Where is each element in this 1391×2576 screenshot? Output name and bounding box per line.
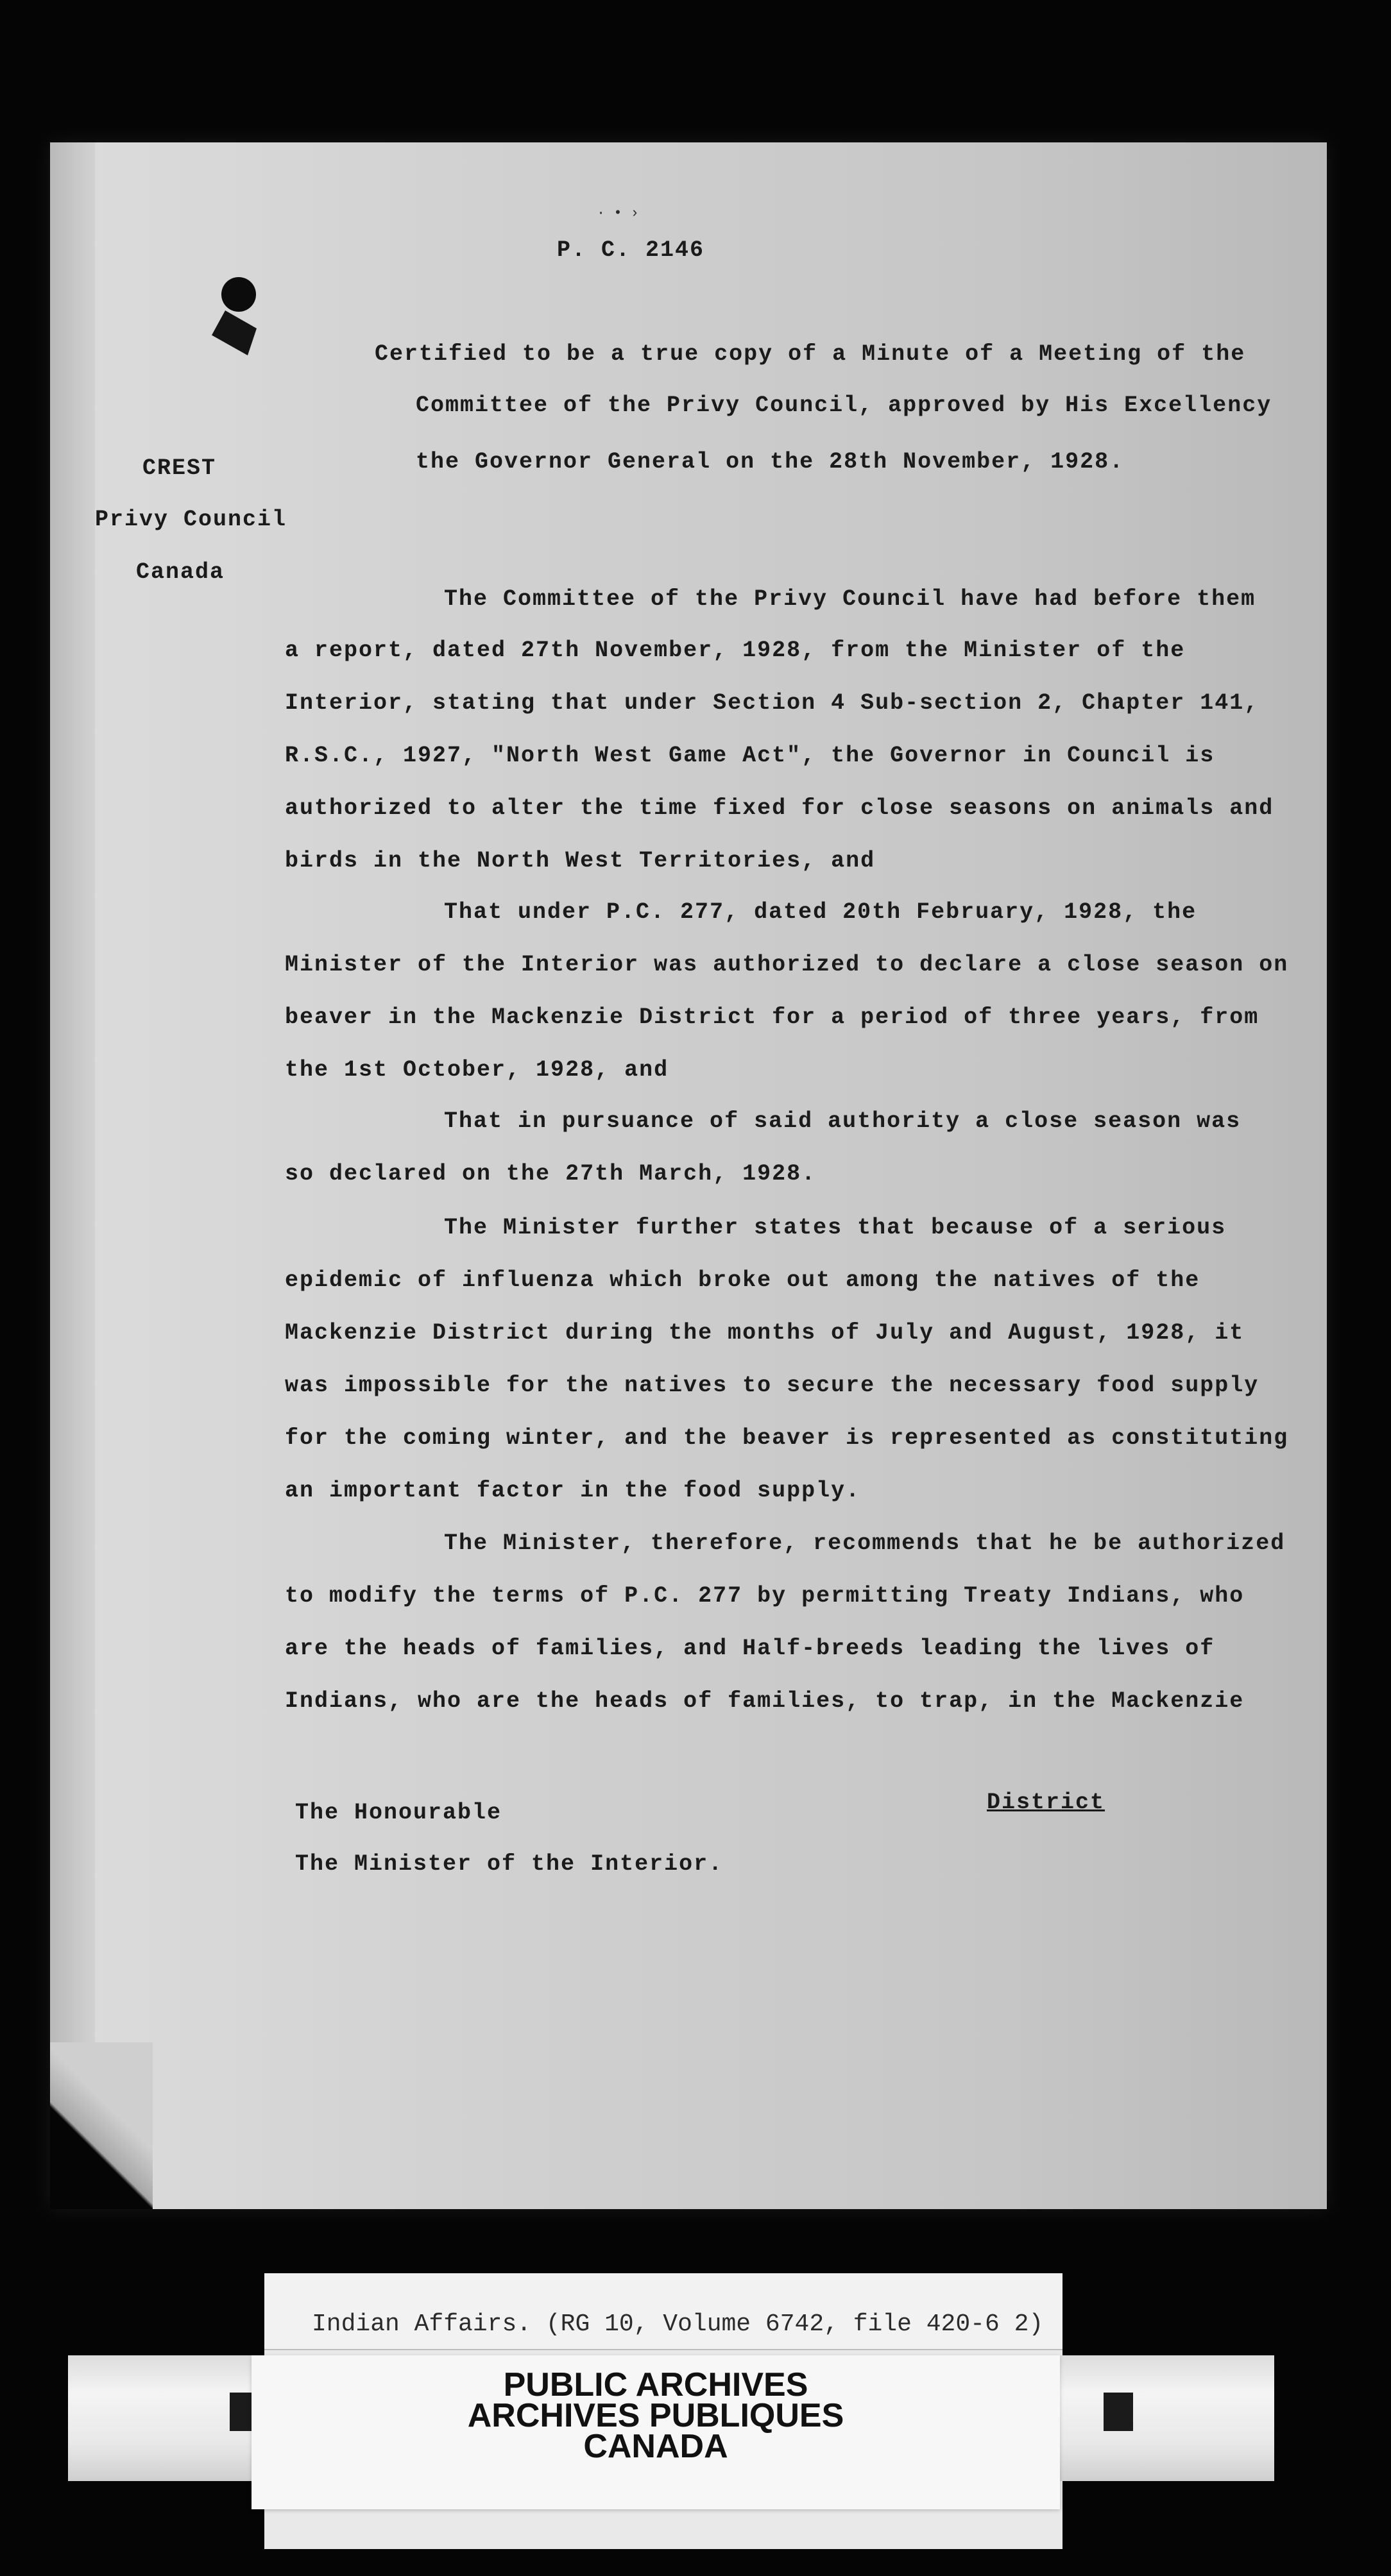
body-line: R.S.C., 1927, "North West Game Act", the Governor in Council is — [285, 743, 1215, 768]
margin-label-privy-council: Privy Council — [95, 507, 287, 532]
body-line: The Minister further states that because of a serious — [444, 1215, 1227, 1241]
margin-label-crest: CREST — [142, 455, 217, 481]
body-line: are the heads of families, and Half-breeds leading the lives of — [285, 1636, 1215, 1661]
ink-specks: · • › — [597, 205, 640, 221]
addressee-line-1: The Honourable — [295, 1800, 502, 1826]
body-line: for the coming winter, and the beaver is represented as constituting — [285, 1425, 1289, 1451]
certified-line-2: Committee of the Privy Council, approved by His Excellency — [416, 393, 1272, 418]
archive-line-archives-publiques: ARCHIVES PUBLIQUES — [467, 2397, 844, 2434]
body-line: Indians, who are the heads of families, to trap, in the Mackenzie — [285, 1688, 1245, 1714]
body-line: to modify the terms of P.C. 277 by permitting Treaty Indians, who — [285, 1583, 1245, 1609]
archive-line-public-archives: PUBLIC ARCHIVES — [503, 2366, 808, 2403]
body-line: Minister of the Interior was authorized to declare a close season on — [285, 952, 1289, 978]
body-line: That in pursuance of said authority a close season was — [444, 1108, 1242, 1134]
archive-reference: Indian Affairs. (RG 10, Volume 6742, file 420-6 2) — [312, 2310, 1044, 2338]
body-line: epidemic of influenza which broke out among the natives of the — [285, 1267, 1200, 1293]
body-line: authorized to alter the time fixed for close seasons on animals and — [285, 795, 1274, 821]
punch-hole — [221, 277, 256, 312]
addressee-line-2: The Minister of the Interior. — [295, 1851, 724, 1877]
page-edge — [50, 142, 95, 2209]
header-number: P. C. 2146 — [557, 237, 705, 263]
body-line: Mackenzie District during the months of July and August, 1928, it — [285, 1320, 1245, 1346]
body-line: birds in the North West Territories, and — [285, 848, 876, 874]
body-line: so declared on the 27th March, 1928. — [285, 1161, 817, 1187]
body-line: was impossible for the natives to secure the necessary food supply — [285, 1373, 1259, 1398]
body-line: The Minister, therefore, recommends that he be authorized — [444, 1530, 1286, 1556]
body-line: beaver in the Mackenzie District for a period of three years, from — [285, 1004, 1259, 1030]
body-line: a report, dated 27th November, 1928, from the Minister of the — [285, 638, 1186, 663]
body-line: the 1st October, 1928, and — [285, 1057, 669, 1083]
catchword: District — [987, 1790, 1105, 1815]
body-line: The Committee of the Privy Council have had before them — [444, 586, 1256, 612]
certified-line-3: the Governor General on the 28th November, 1928. — [416, 449, 1125, 475]
body-line: That under P.C. 277, dated 20th February, 1928, the — [444, 899, 1197, 925]
margin-label-canada: Canada — [136, 559, 225, 585]
body-line: an important factor in the food supply. — [285, 1478, 861, 1504]
body-line: Interior, stating that under Section 4 Sub-section 2, Chapter 141, — [285, 690, 1259, 716]
clip-mark-right — [1104, 2393, 1133, 2431]
certified-line-1: Certified to be a true copy of a Minute of a Meeting of the — [375, 341, 1246, 367]
folded-corner — [50, 2042, 153, 2209]
archive-line-canada: CANADA — [583, 2428, 728, 2465]
